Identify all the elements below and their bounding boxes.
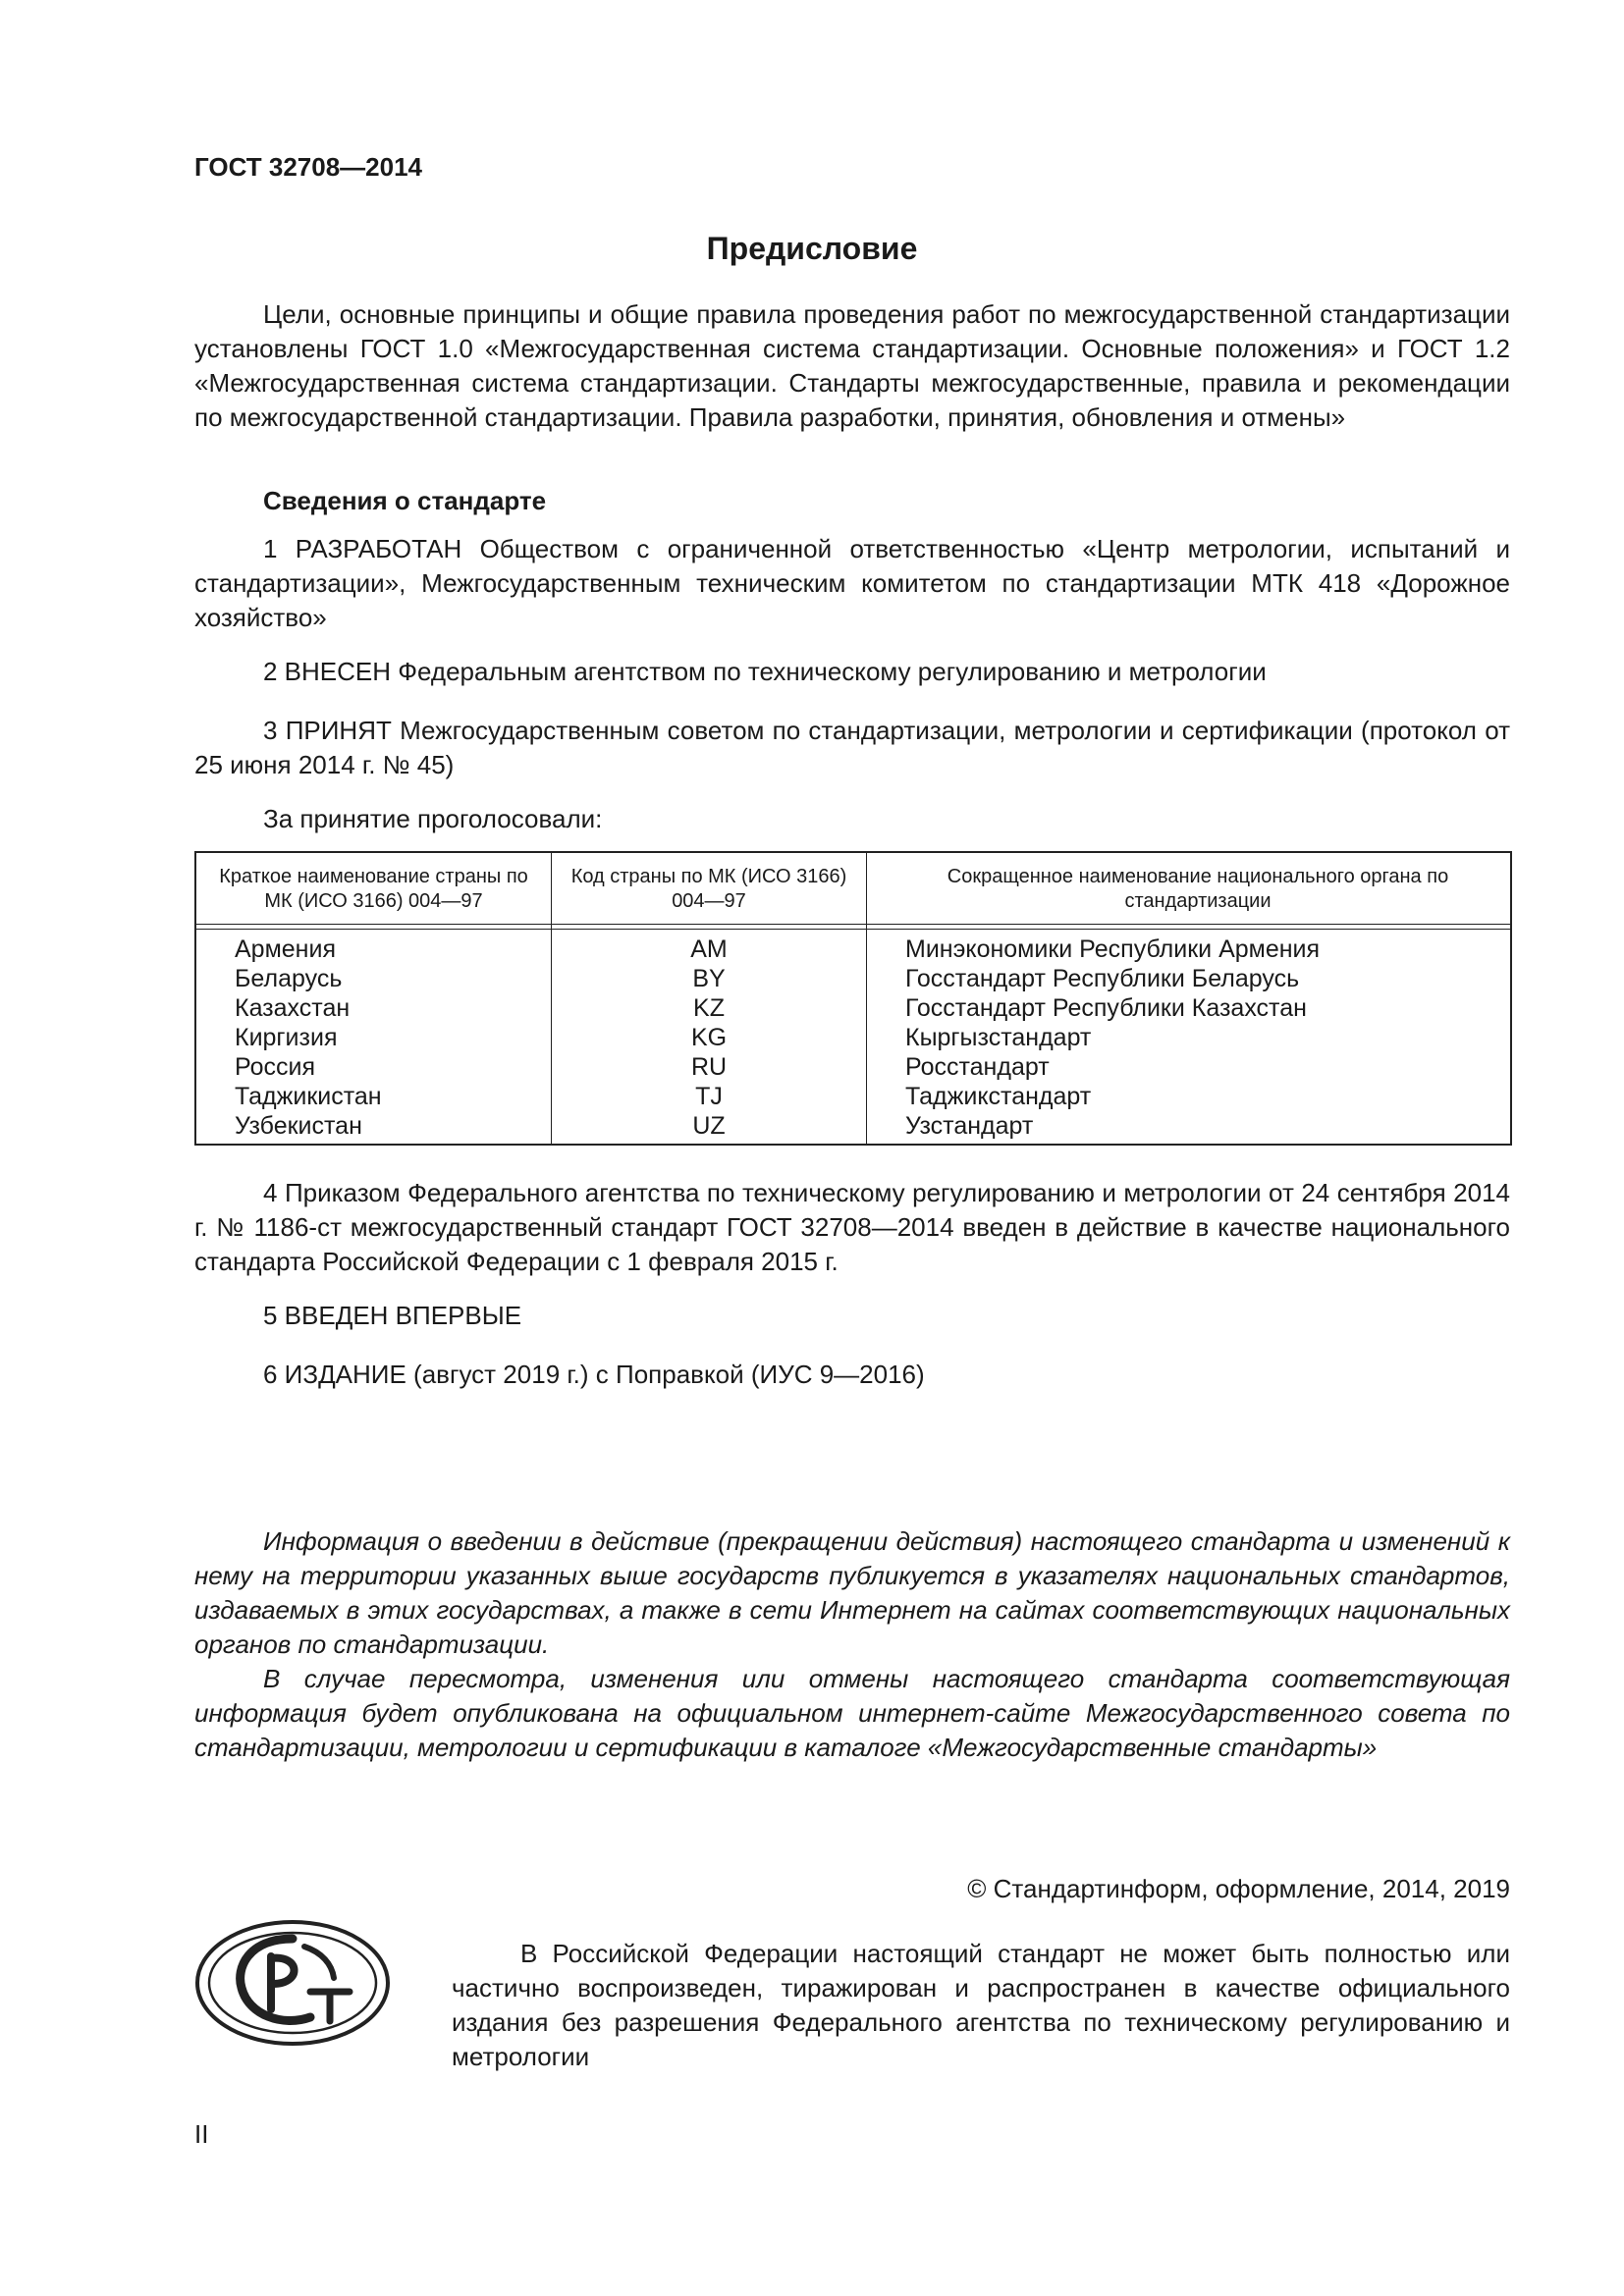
table-cell-country: Армения: [235, 935, 336, 963]
table-cell-country: Казахстан: [235, 994, 351, 1022]
table-cell-code: AM: [690, 935, 728, 963]
table-header-code: Код страны по МК (ИСО 3166) 004—97: [570, 866, 847, 912]
table-cell-code: KZ: [693, 994, 725, 1022]
table-column-country: [235, 934, 382, 1141]
voted-label: За принятие проголосовали:: [263, 804, 603, 833]
table-header-divider: [196, 924, 1510, 930]
page-number: II: [194, 2119, 209, 2149]
item-4-paragraph: 4 Приказом Федерального агентства по техническому регулированию и метрологии от 24 сентября 2014 г. № 1186-ст межгосударственный стандарт ГОСТ 32708—2014 введен в действие в качестве национального стандарта Российской Федерации с 1 февраля 2015 г.: [194, 1178, 1510, 1276]
table-cell-agency: Госстандарт Республики Беларусь: [905, 965, 1300, 992]
table-cell-country: Киргизия: [235, 1024, 338, 1051]
table-cell-agency: Узстандарт: [905, 1112, 1034, 1140]
table-column-divider: [866, 853, 867, 1144]
table-cell-agency: Таджикстандарт: [905, 1083, 1092, 1110]
table-header-agency: Сокращенное наименование национального органа по стандартизации: [947, 866, 1449, 912]
item-2-paragraph: 2 ВНЕСЕН Федеральным агентством по техническому регулированию и метрологии: [263, 657, 1267, 686]
item-6-paragraph: 6 ИЗДАНИЕ (август 2019 г.) с Поправкой (ИУС 9—2016): [263, 1360, 925, 1389]
copyright-line: © Стандартинформ, оформление, 2014, 2019: [967, 1874, 1510, 1903]
rst-logo-icon: [194, 1919, 391, 2047]
table-header-country: Краткое наименование страны по МК (ИСО 3166) 004—97: [219, 866, 528, 912]
item-3-paragraph: 3 ПРИНЯТ Межгосударственным советом по стандартизации, метрологии и сертификации (протокол от 25 июня 2014 г. № 45): [194, 716, 1510, 779]
table-cell-country: Россия: [235, 1053, 315, 1081]
table-cell-code: TJ: [695, 1083, 723, 1110]
table-cell-agency: Кыргызстандарт: [905, 1024, 1092, 1051]
table-cell-agency: Минэкономики Республики Армения: [905, 935, 1321, 963]
section-heading: Сведения о стандарте: [263, 486, 547, 515]
table-cell-agency: Росстандарт: [905, 1053, 1050, 1081]
info-note-2: В случае пересмотра, изменения или отмены настоящего стандарта соответствующая информация будет опубликована на официальном интернет-сайте Межгосударственного совета по стандартизации, метрологии и сертификации в каталоге «Межгосударственные стандарты»: [194, 1664, 1510, 1762]
table-cell-code: UZ: [692, 1112, 726, 1140]
item-1-paragraph: 1 РАЗРАБОТАН Обществом с ограниченной ответственностью «Центр метрологии, испытаний и стандартизации», Межгосударственным техническим комитетом по стандартизации МТК 418 «Дорожное хозяйство»: [194, 534, 1510, 632]
voting-table: [194, 851, 1512, 1146]
standard-code: ГОСТ 32708—2014: [194, 152, 422, 182]
table-column-code: [552, 934, 866, 1141]
rf-reproduction-note: В Российской Федерации настоящий стандарт не может быть полностью или частично воспроизведен, тиражирован и распространен в качестве официального издания без разрешения Федерального агентства по техническому регулированию и метрологии: [452, 1939, 1510, 2071]
page-title: Предисловие: [706, 231, 918, 266]
table-column-agency: [905, 934, 1320, 1141]
table-cell-country: Таджикистан: [235, 1083, 382, 1110]
table-cell-code: KG: [690, 1024, 728, 1051]
table-cell-code: RU: [690, 1053, 728, 1081]
table-cell-country: Беларусь: [235, 965, 343, 992]
info-note-1: Информация о введении в действие (прекращении действия) настоящего стандарта и изменений к нему на территории указанных выше государств публикуется в указателях национальных стандартов, издаваемых в этих государствах, а также в сети Интернет на сайтах соответствующих национальных органов по стандартизации.: [194, 1526, 1510, 1659]
item-5-paragraph: 5 ВВЕДЕН ВПЕРВЫЕ: [263, 1301, 522, 1330]
table-cell-code: BY: [692, 965, 726, 992]
table-cell-country: Узбекистан: [235, 1112, 362, 1140]
intro-paragraph: Цели, основные принципы и общие правила проведения работ по межгосударственной стандартизации установлены ГОСТ 1.0 «Межгосударственная система стандартизации. Основные положения» и ГОСТ 1.2 «Межгосударственная система стандартизации. Стандарты межгосударственные, правила и рекомендации по межгосударственной стандартизации. Правила разработки, принятия, обновления и отмены»: [194, 299, 1510, 432]
table-cell-agency: Госстандарт Республики Казахстан: [905, 994, 1307, 1022]
